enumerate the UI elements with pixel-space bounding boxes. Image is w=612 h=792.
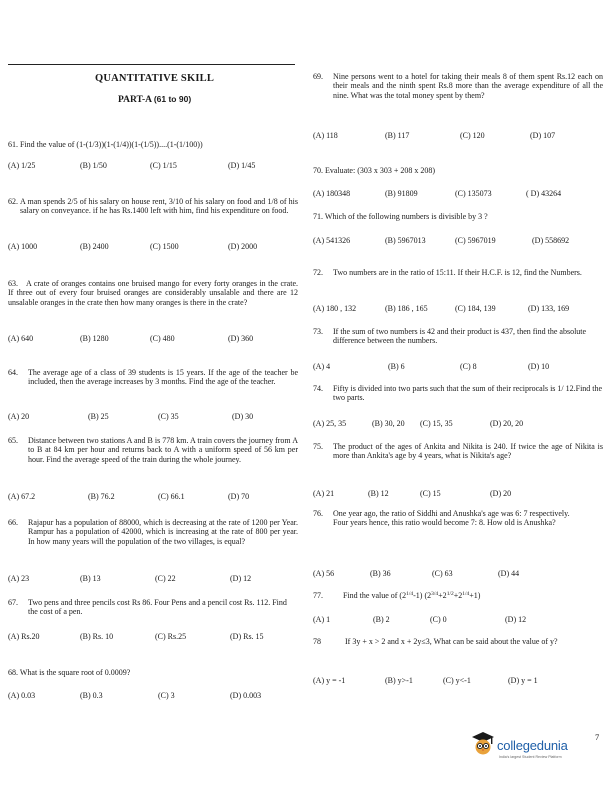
question-number: 66. [8,518,18,527]
option-a[interactable]: (A) 541326 [313,236,351,245]
question-text: Two pens and three pencils cost Rs 86. Four Pens and a pencil cost Rs. 112. Find the cost of a pen. [28,598,287,617]
question-text: Rajapur has a population of 88000, which is decreasing at the rate of 1200 per Year. Rampur has a population of 42000, which is increasing at the rate of 800 per year. In how many years will the population of the two villages, is equal? [28,518,298,546]
option-d[interactable]: (D) 70 [228,492,250,501]
header-rule [8,64,295,65]
option-b[interactable]: (B) 1280 [80,334,109,343]
question-number: 72. [313,268,323,277]
option-c[interactable]: (C) 1/15 [150,161,177,170]
option-c[interactable]: (C) 1500 [150,242,179,251]
option-a[interactable]: (A) 1 [313,615,331,624]
question-number: 73. [313,327,323,336]
question-text: If the sum of two numbers is 42 and their product is 437, then find the absolute difference between the numbers. [333,327,587,346]
question-number: 65. [8,436,18,445]
option-b[interactable]: (B) 25 [88,412,109,421]
question-61 [8,140,298,149]
question-text: The average age of a class of 39 students is 15 years. If the age of the teacher be included, then the average increases by 3 months. Find the age of the teacher. [28,368,298,387]
option-c[interactable]: (C) 15, 35 [420,419,453,428]
question-77 [313,591,603,600]
question-number: 63. [8,279,18,288]
option-b[interactable]: (B) 2 [373,615,390,624]
option-b[interactable]: (B) 30, 20 [372,419,405,428]
option-d[interactable]: (D) 12 [505,615,527,624]
option-d[interactable]: (D) y = 1 [508,676,538,685]
option-b[interactable]: (B) Rs. 10 [80,632,114,641]
option-b[interactable]: (B) 2400 [80,242,109,251]
option-a[interactable]: (A) 1/25 [8,161,36,170]
question-62 [8,197,298,216]
question-text: What is the square root of 0.0009? [19,668,131,677]
option-a[interactable]: (A) 23 [8,574,30,583]
option-d[interactable]: (D) 107 [530,131,556,140]
question-text: Find the value of (1-(1/3))(1-(1/4))(1-(1/5))....(1-(1/100)) [20,140,203,149]
option-b[interactable]: (B) 76.2 [88,492,115,501]
question-76 [313,509,603,528]
option-b[interactable]: (B) y>-1 [385,676,413,685]
option-b[interactable]: (B) 36 [370,569,391,578]
question-number: 64. [8,368,18,377]
question-text: If 3y + x > 2 and x + 2y≤3, What can be said about the value of y? [345,637,558,646]
option-c[interactable]: (C) 22 [155,574,176,583]
question-number: 71. [313,212,323,221]
option-a[interactable]: (A) 4 [313,362,331,371]
option-c[interactable]: (C) 184, 139 [455,304,496,313]
option-b[interactable]: (B) 91809 [385,189,418,198]
option-d[interactable]: (D) 10 [528,362,550,371]
question-67 [8,598,298,617]
option-d[interactable]: (D) 1/45 [228,161,256,170]
option-d[interactable]: (D) 20, 20 [490,419,524,428]
option-d[interactable]: (D) 133, 169 [528,304,570,313]
question-78 [313,637,603,646]
option-d[interactable]: (D) 360 [228,334,254,343]
option-a[interactable]: (A) 640 [8,334,34,343]
option-a[interactable]: (A) 118 [313,131,338,140]
option-a[interactable]: (A) 0.03 [8,691,36,700]
question-text: Two numbers are in the ratio of 15:11. If their H.C.F. is 12, find the Numbers. [333,268,582,277]
option-d[interactable]: (D) 20 [490,489,512,498]
question-number: 68. [8,668,18,677]
question-number: 75. [313,442,323,451]
question-number: 77. [313,591,323,600]
question-number: 62. [8,197,18,206]
question-69 [313,72,603,100]
option-c[interactable]: (C) 3 [158,691,175,700]
question-number: 78 [313,637,321,646]
option-c[interactable]: (C) 120 [460,131,485,140]
question-number: 61. [8,140,18,149]
question-68 [8,668,298,677]
option-c[interactable]: (C) 15 [420,489,441,498]
option-a[interactable]: (A) 180348 [313,189,351,198]
option-a[interactable]: (A) 56 [313,569,335,578]
option-c[interactable]: (C) 135073 [455,189,492,198]
question-70 [313,166,603,175]
option-c[interactable]: (C) 63 [432,569,453,578]
question-number: 69. [313,72,323,81]
option-d[interactable]: (D) 2000 [228,242,258,251]
option-a[interactable]: (A) y = -1 [313,676,346,685]
question-text-continued: Four years hence, this ratio would become 7: 8. How old is Anushka? [333,518,556,528]
option-c[interactable]: (C) 35 [158,412,179,421]
option-d[interactable]: (D) 12 [230,574,252,583]
option-d[interactable]: (D) Rs. 15 [230,632,264,641]
brand-logo: collegedunia [497,738,568,753]
question-63 [8,279,298,307]
question-text: One year ago, the ratio of Siddhi and Anushka's age was 6: 7 respectively. [333,509,570,518]
question-number: 76. [313,509,323,518]
option-d[interactable]: ( D) 43264 [526,189,562,198]
option-b[interactable]: (B) 0.3 [80,691,103,700]
option-a[interactable]: (A) Rs.20 [8,632,40,641]
option-a[interactable]: (A) 67.2 [8,492,36,501]
option-b[interactable]: (B) 1/50 [80,161,107,170]
question-71 [313,212,603,221]
option-b[interactable]: (B) 13 [80,574,101,583]
option-a[interactable]: (A) 180 , 132 [313,304,357,313]
question-73 [313,327,603,346]
question-number: 67. [8,598,18,607]
question-text: Nine persons went to a hotel for taking their meals 8 of them spent Rs.12 each on their meals and the ninth spent Rs.8 more than the average expenditure of all the nine. What was the total money spent by them? [333,72,603,100]
option-b[interactable]: (B) 186 , 165 [385,304,428,313]
option-a[interactable]: (A) 25, 35 [313,419,347,428]
option-b[interactable]: (B) 12 [368,489,389,498]
question-text: Fifty is divided into two parts such that the sum of their reciprocals is 1/ 12.Find the two parts. [333,384,603,403]
graduate-owl-icon [470,730,496,756]
option-a[interactable]: (A) 1000 [8,242,38,251]
option-c[interactable]: (C) y<-1 [443,676,471,685]
question-66 [8,518,298,546]
option-b[interactable]: (B) 6 [388,362,405,371]
question-65 [8,436,298,464]
question-number: 70. [313,166,323,175]
option-b[interactable]: (B) 5967013 [385,236,426,245]
brand-tagline: India's largest Student Review Platform [499,755,562,759]
option-d[interactable]: (D) 30 [232,412,254,421]
option-d[interactable]: (D) 558692 [532,236,570,245]
question-text: The product of the ages of Ankita and Nikita is 240. If twice the age of Nikita is more than Ankita's age by 4 years, what is Nikita's age? [333,442,603,461]
option-c[interactable]: (C) 66.1 [158,492,185,501]
question-74 [313,384,603,403]
part-heading: PART-A (61 to 90) [118,94,192,105]
question-64 [8,368,298,387]
question-text: Find the value of $(2^{1/4}-1)$ $(2^{3/4}+2^{1/2}+2^{1/4}+1)$ [343,591,481,600]
question-72 [313,268,603,277]
option-b[interactable]: (B) 117 [385,131,410,140]
page-number: 7 [595,732,600,742]
option-c[interactable]: (C) 480 [150,334,175,343]
section-title: QUANTITATIVE SKILL [95,73,215,84]
question-text: A crate of oranges contains one bruised mango for every forty oranges in the crate. If three out of every four bruised oranges are considerably unsalable and there are 12 unsalable oranges in the crate then how many oranges is there in the crate? [8,279,298,307]
question-text: Evaluate: (303 x 303 + 208 x 208) [325,166,436,175]
question-75 [313,442,603,461]
option-c[interactable]: (C) 5967019 [455,236,496,245]
question-text: A man spends 2/5 of his salary on house rent, 3/10 of his salary on food and 1/8 of his salary on conveyance. if he has Rs.1400 left with him, find his expenditure on food. [20,197,298,216]
question-text: Distance between two stations A and B is 778 km. A train covers the journey from A to B at 84 km per hour and returns back to A with a uniform speed of 56 km per hour. Find the average speed of the train during the whole journey. [28,436,298,464]
question-number: 74. [313,384,323,393]
option-c[interactable]: (C) 0 [430,615,447,624]
option-d[interactable]: (D) 44 [498,569,520,578]
option-d[interactable]: (D) 0.003 [230,691,262,700]
option-a[interactable]: (A) 21 [313,489,335,498]
question-text: Which of the following numbers is divisible by 3 ? [324,212,488,221]
option-c[interactable]: (C) Rs.25 [155,632,187,641]
option-a[interactable]: (A) 20 [8,412,30,421]
option-c[interactable]: (C) 8 [460,362,477,371]
